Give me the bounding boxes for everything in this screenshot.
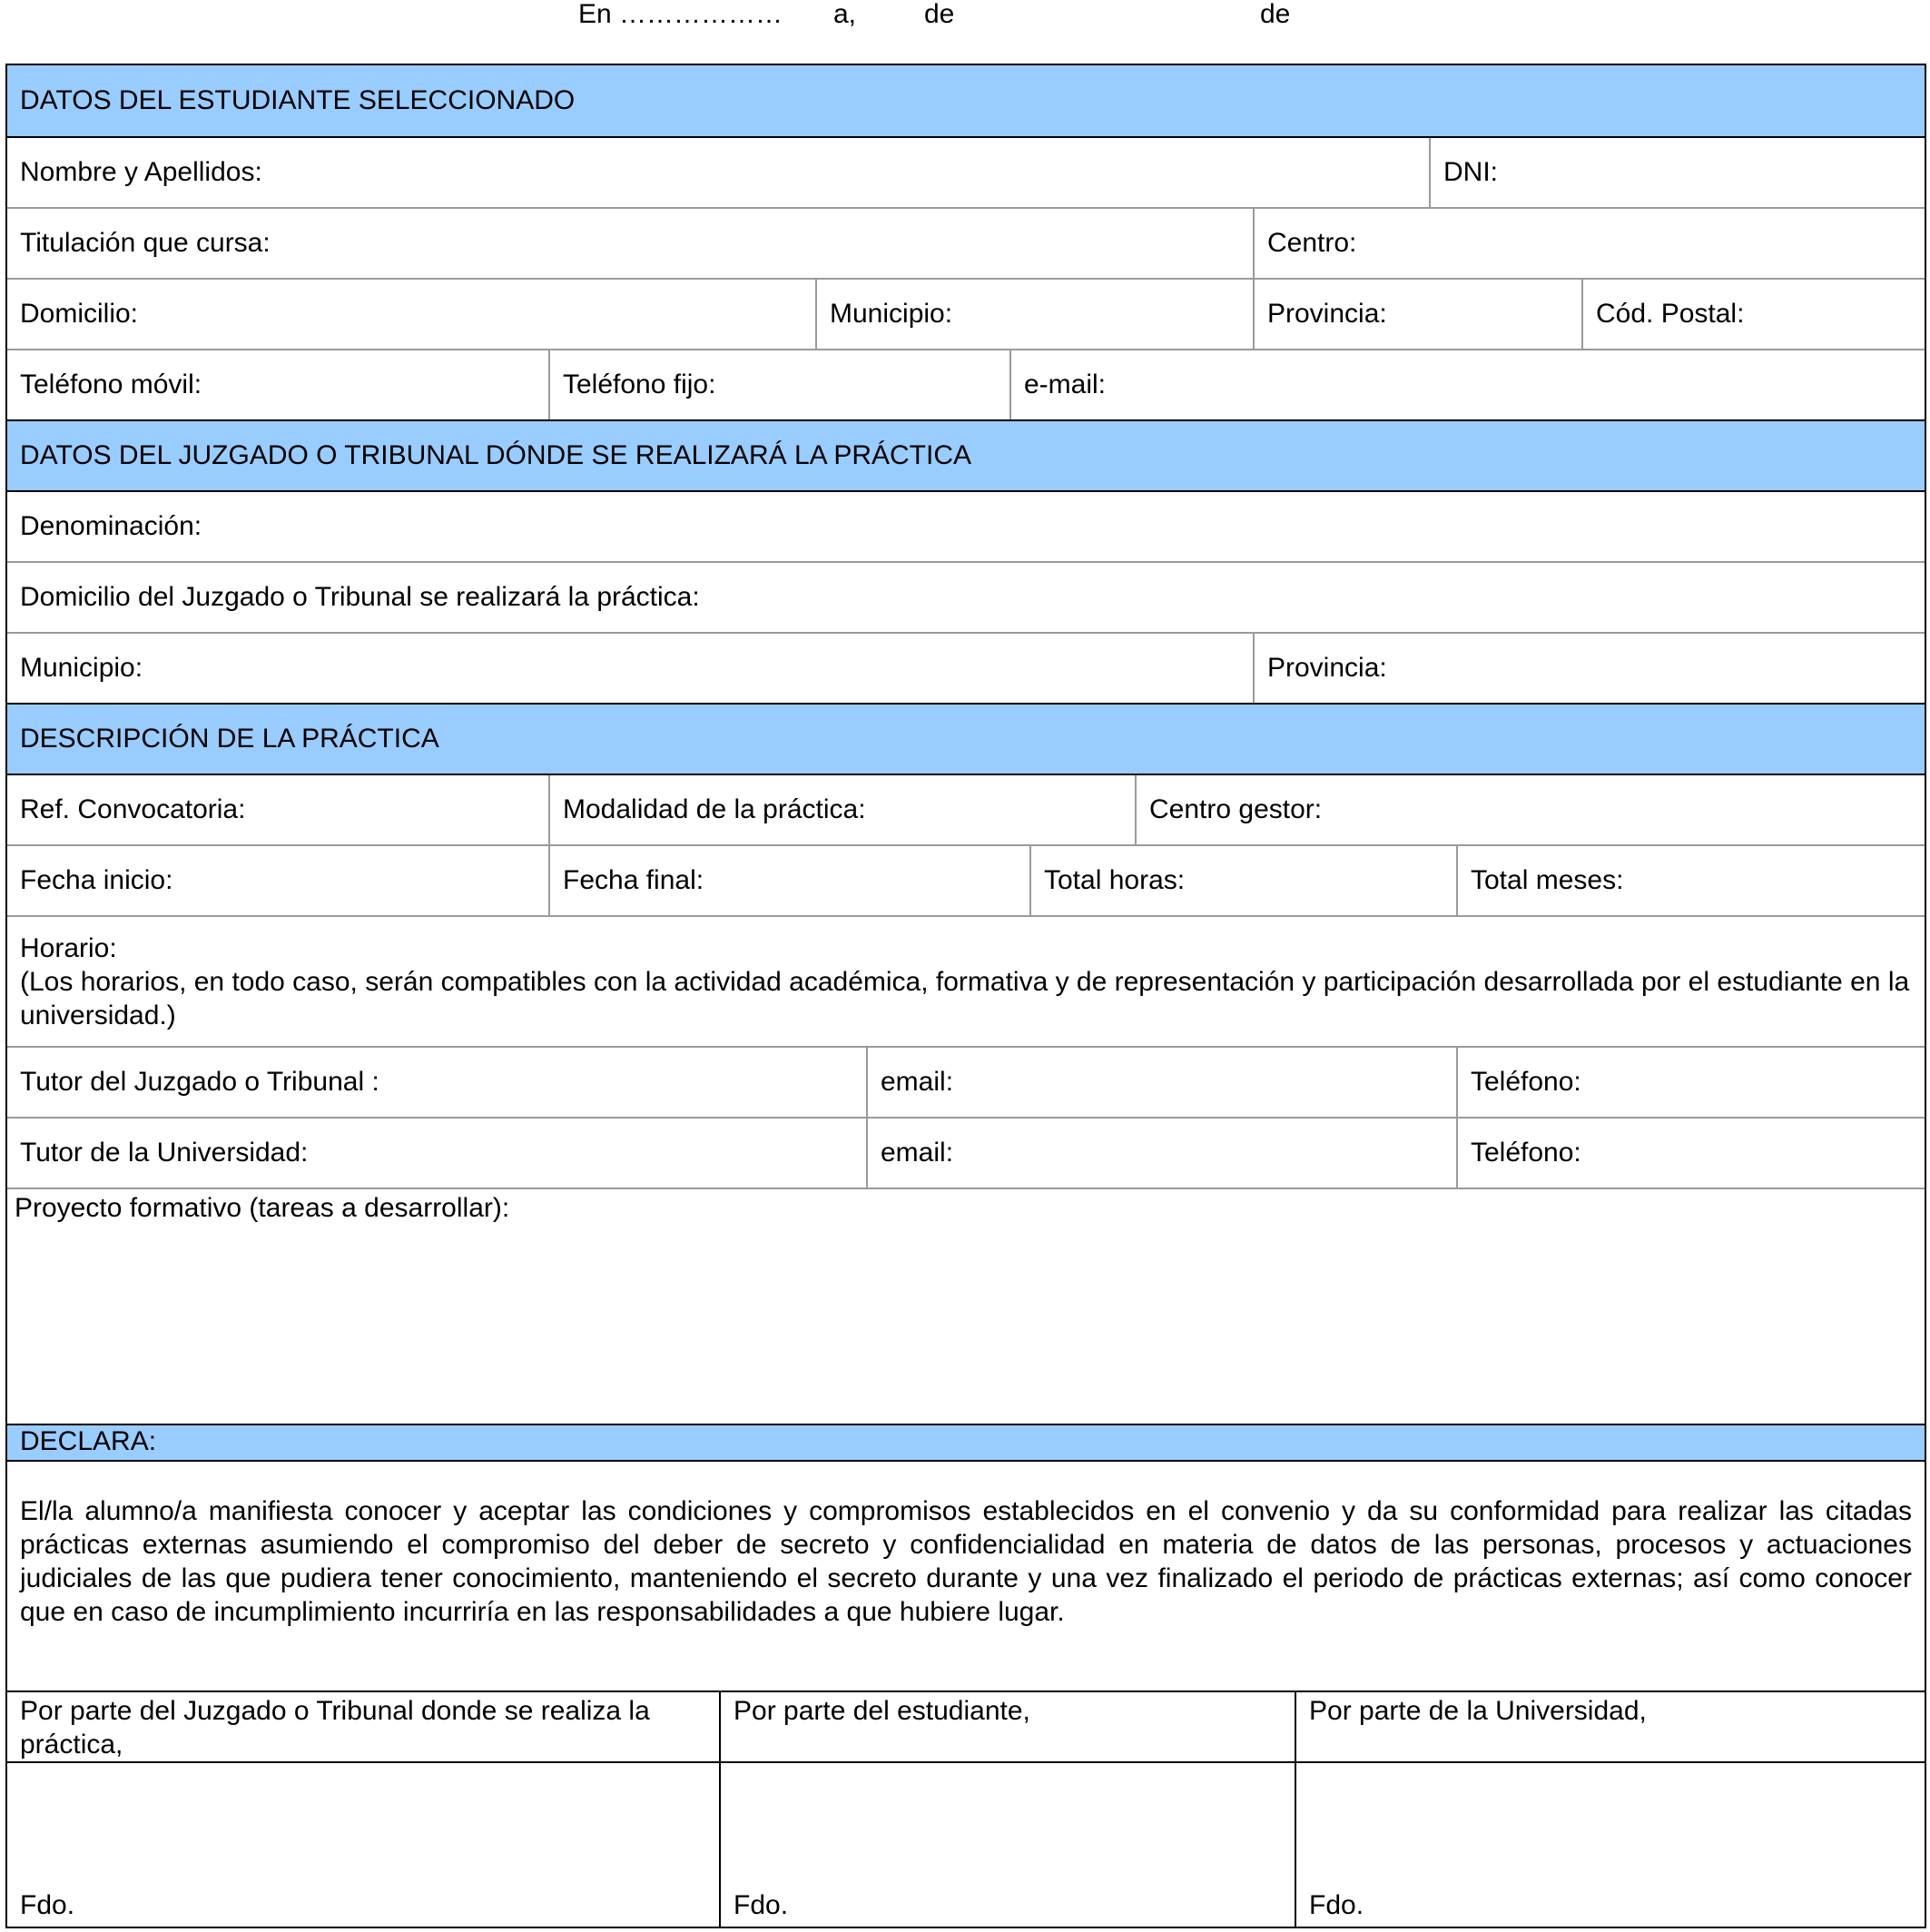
court-address-row — [7, 561, 1925, 632]
practice-start-field[interactable]: Fecha inicio: — [20, 865, 173, 895]
schedule-note: (Los horarios, en todo caso, serán compatibles con la actividad académica, formativa y de representación y participación desarrollada por el estudiante en la universidad.) — [20, 967, 1910, 1030]
declaration-header — [7, 1424, 1925, 1460]
practice-mode-field[interactable]: Modalidad de la práctica: — [548, 775, 1135, 844]
student-contact-row — [7, 349, 1925, 419]
court-province-field[interactable]: Provincia: — [1253, 634, 1925, 703]
court-city-row — [7, 632, 1925, 703]
court-section-header — [7, 419, 1925, 490]
declaration-text: El/la alumno/a manifiesta conocer y aceptar las condiciones y compromisos establecidos en el convenio y da su conformidad para realizar las citadas prácticas externas asumiendo el compromiso del deber de secreto y confidencialidad en materia de datos de las personas, procesos y actuaciones judiciales de las que pudiera tener conocimiento, manteniendo el secreto durante y una vez finalizado el periodo de prácticas externas; así como conocer que en caso de incumplimiento incurriría en las responsabilidades a que hubiere lugar. — [20, 1496, 1912, 1627]
court-tutor-row — [7, 1046, 1925, 1117]
student-dni-field[interactable]: DNI: — [1429, 138, 1925, 207]
project-label: Proyecto formativo (tareas a desarrollar): — [15, 1193, 510, 1223]
signature-court-label: Por parte del Juzgado o Tribunal donde se realiza la práctica, — [20, 1696, 650, 1760]
student-phone-field[interactable]: Teléfono fijo: — [548, 350, 1009, 419]
practice-agreement-form — [5, 64, 1926, 1928]
date-month-sep: de — [924, 0, 955, 29]
practice-schedule-field[interactable] — [7, 917, 1925, 1045]
practice-section-header — [7, 703, 1925, 774]
signature-student-fdo: Fdo. — [734, 1890, 789, 1920]
practice-manager-field[interactable]: Centro gestor: — [1135, 775, 1925, 844]
uni-tutor-row — [7, 1117, 1925, 1188]
court-name-field[interactable]: Denominación: — [20, 511, 202, 541]
signature-headers-row — [7, 1690, 1925, 1761]
student-address-row — [7, 278, 1925, 349]
uni-tutor-phone-field[interactable]: Teléfono: — [1456, 1119, 1925, 1188]
student-mobile-field[interactable]: Teléfono móvil: — [20, 370, 202, 399]
declaration-body — [7, 1460, 1925, 1690]
practice-section-title: DESCRIPCIÓN DE LA PRÁCTICA — [20, 724, 439, 754]
practice-ref-field[interactable]: Ref. Convocatoria: — [20, 794, 246, 824]
student-province-field[interactable]: Provincia: — [1253, 280, 1581, 349]
date-day-sep: a, — [833, 0, 857, 29]
student-degree-field[interactable]: Titulación que cursa: — [20, 228, 271, 258]
student-postal-field[interactable]: Cód. Postal: — [1581, 280, 1925, 349]
signature-boxes-row — [7, 1761, 1925, 1927]
practice-months-field[interactable]: Total meses: — [1456, 846, 1925, 915]
project-row — [7, 1188, 1925, 1424]
court-section-title: DATOS DEL JUZGADO O TRIBUNAL DÓNDE SE REALIZARÁ LA PRÁCTICA — [20, 440, 972, 470]
court-tutor-phone-field[interactable]: Teléfono: — [1456, 1048, 1925, 1117]
signature-student-box[interactable] — [719, 1763, 1295, 1927]
signature-court-box[interactable] — [7, 1763, 719, 1927]
student-address-field[interactable]: Domicilio: — [20, 299, 139, 329]
signature-university-fdo: Fdo. — [1309, 1890, 1364, 1920]
student-city-field[interactable]: Municipio: — [815, 280, 1253, 349]
practice-schedule-row — [7, 915, 1925, 1046]
date-place: En ……………… — [578, 0, 783, 29]
court-tutor-email-field[interactable]: email: — [866, 1048, 1456, 1117]
student-center-field[interactable]: Centro: — [1253, 209, 1925, 278]
signature-university-label: Por parte de la Universidad, — [1295, 1692, 1925, 1761]
student-email-field[interactable]: e-mail: — [1009, 350, 1925, 419]
court-tutor-field[interactable]: Tutor del Juzgado o Tribunal : — [20, 1067, 379, 1097]
uni-tutor-email-field[interactable]: email: — [866, 1119, 1456, 1188]
date-year-sep: de — [1260, 0, 1291, 29]
student-name-field[interactable]: Nombre y Apellidos: — [20, 157, 262, 187]
uni-tutor-field[interactable]: Tutor de la Universidad: — [20, 1138, 309, 1168]
signature-university-box[interactable] — [1295, 1763, 1925, 1927]
date-line — [0, 0, 1930, 36]
practice-end-field[interactable]: Fecha final: — [548, 846, 1029, 915]
signature-student-label: Por parte del estudiante, — [719, 1692, 1295, 1761]
practice-hours-field[interactable]: Total horas: — [1029, 846, 1456, 915]
declaration-title: DECLARA: — [20, 1426, 157, 1456]
student-section-header — [7, 65, 1925, 136]
schedule-label: Horario: — [20, 933, 117, 963]
court-address-field[interactable]: Domicilio del Juzgado o Tribunal se realizará la práctica: — [20, 582, 700, 612]
court-name-row — [7, 490, 1925, 561]
student-degree-row — [7, 207, 1925, 278]
practice-dates-row — [7, 844, 1925, 915]
student-section-title: DATOS DEL ESTUDIANTE SELECCIONADO — [20, 85, 576, 115]
court-city-field[interactable]: Municipio: — [20, 653, 143, 683]
practice-ref-row — [7, 774, 1925, 844]
signature-court-fdo: Fdo. — [20, 1890, 75, 1920]
student-name-row — [7, 136, 1925, 207]
